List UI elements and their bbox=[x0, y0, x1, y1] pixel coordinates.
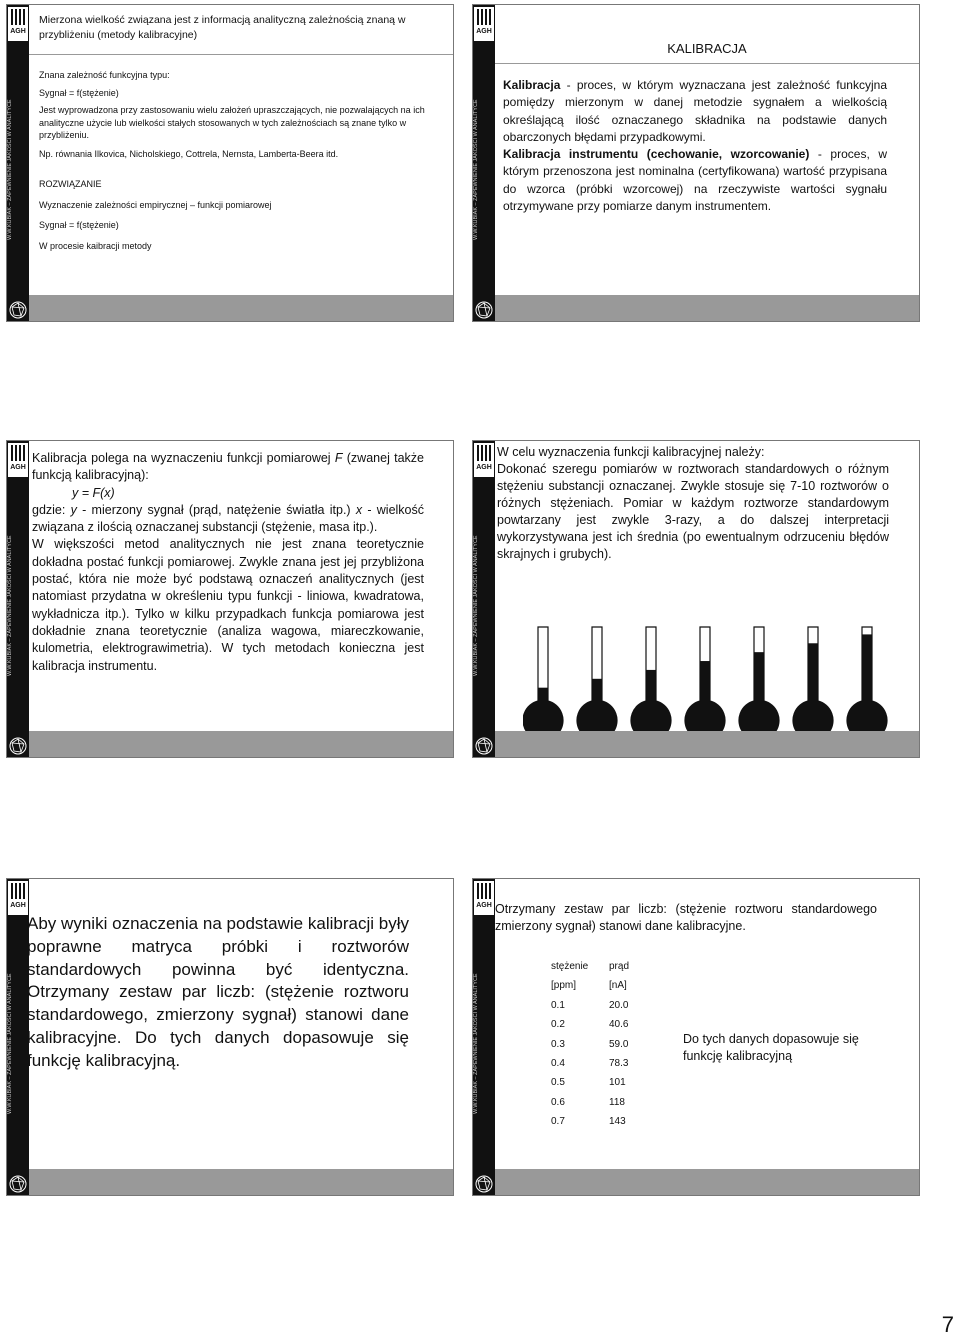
text-paragraph: Aby wyniki oznaczenia na podstawie kalibracji były poprawne matryca próbki i roztworów standardowych powinna być identyczna. Otrzymany zestaw par liczb: (stężenie roztworu standardowego, zmierzony sygnał) stanowi dane kalibracyjne. Do tych danych dopasowuje się funkcję kalibracyjną. bbox=[27, 914, 409, 1070]
text-paragraph: Dokonać szeregu pomiarów w roztworach standardowych o różnym stężeniu substancji oznaczanej. Zwykle stosuje się 7-10 roztworów o różnych stężeniach. Pomiar w każdym roztworze standardowym powtarzany jest zwykle 3-razy, a do dalszej interpretacji wykorzystywana jest ich średnia (po ewentualnym odrzuceniu błędów skrajnych i grubych). bbox=[497, 462, 889, 561]
slide-1 bbox=[6, 4, 454, 322]
slide-body bbox=[39, 69, 439, 252]
table-cell: 0.3 bbox=[551, 1038, 565, 1050]
slide-footer-bar bbox=[29, 295, 453, 321]
text-line: Wyznaczenie zależności empirycznej – funkcji pomiarowej bbox=[39, 199, 272, 210]
slide-2 bbox=[472, 4, 920, 322]
text-paragraph: Jest wyprowadzona przy zastosowaniu wielu założeń upraszczających, nie pozwalających na ich analityczne użycie lub wielkości stałych stosowanych w tych zależnościach są znane tylko w przybliżeniu. bbox=[39, 105, 425, 140]
slide-sidebar bbox=[7, 5, 29, 321]
table-header-row bbox=[551, 961, 629, 980]
slide-body bbox=[503, 77, 887, 215]
table-row bbox=[551, 1058, 629, 1077]
table-row bbox=[551, 1039, 629, 1058]
text-line: W celu wyznaczenia funkcji kalibracyjnej należy: bbox=[497, 445, 765, 459]
slide-footer-bar bbox=[29, 1169, 453, 1195]
table-cell: 0.2 bbox=[551, 1019, 565, 1031]
table-cell: 59.0 bbox=[609, 1038, 629, 1050]
slide-4 bbox=[472, 440, 920, 758]
table-unit-row bbox=[551, 980, 629, 999]
slide-footer-bar bbox=[495, 295, 919, 321]
column-unit: [ppm] bbox=[551, 980, 577, 992]
slide-sidebar bbox=[473, 5, 495, 321]
table-row bbox=[551, 1019, 629, 1038]
table-cell: 20.0 bbox=[609, 999, 629, 1011]
slide-body bbox=[32, 450, 424, 675]
slide-title: KALIBRACJA bbox=[667, 41, 747, 56]
sidebar-label: W.W.KUBIAK – ZAPEWNIENIE JAKOŚCI W ANALITYCE bbox=[473, 973, 479, 1115]
agh-logo: AGH bbox=[474, 443, 494, 477]
table-row bbox=[551, 1077, 629, 1096]
table-cell: 0.7 bbox=[551, 1116, 565, 1128]
slide-6 bbox=[472, 878, 920, 1196]
table-row bbox=[551, 1000, 629, 1019]
column-header: stężenie bbox=[551, 961, 589, 972]
text-line: ROZWIĄZANIE bbox=[39, 179, 102, 189]
slide-sidebar bbox=[7, 879, 29, 1195]
agh-logo: AGH bbox=[474, 881, 494, 915]
slide-sidebar bbox=[473, 879, 495, 1195]
sidebar-label: W.W.KUBIAK – ZAPEWNIENIE JAKOŚCI W ANALITYCE bbox=[7, 99, 13, 241]
text-paragraph: Otrzymany zestaw par liczb: (stężenie roztworu standardowego zmierzony sygnał) stanowi dane kalibracyjne. bbox=[495, 902, 877, 933]
network-logo-icon bbox=[473, 1173, 495, 1195]
network-logo-icon bbox=[7, 299, 29, 321]
table-cell: 0.5 bbox=[551, 1077, 565, 1089]
text-line: Sygnał = f(stężenie) bbox=[39, 220, 119, 230]
slide-footer-bar bbox=[495, 1169, 919, 1195]
text-paragraph: Kalibracja instrumentu (cechowanie, wzorcowanie) - proces, w którym przenoszona jest nominalna (certyfikowana) wartość przypisana do wzorca (próbki wzorcowej) na rzeczywiste wartości sygnału otrzymywane przy pomiarze danym instrumentem. bbox=[503, 147, 887, 214]
sidebar-label: W.W.KUBIAK – ZAPEWNIENIE JAKOŚCI W ANALITYCE bbox=[7, 973, 13, 1115]
table-cell: 40.6 bbox=[609, 1019, 629, 1031]
calibration-table bbox=[551, 961, 629, 1136]
slide-3 bbox=[6, 440, 454, 758]
network-logo-icon bbox=[473, 299, 495, 321]
sidebar-label: W.W.KUBIAK – ZAPEWNIENIE JAKOŚCI W ANALITYCE bbox=[473, 535, 479, 677]
slide-body bbox=[27, 913, 409, 1073]
column-unit: [nA] bbox=[609, 980, 627, 992]
text-paragraph: Kalibracja polega na wyznaczeniu funkcji pomiarowej F (zwanej także funkcją kalibracyjną): bbox=[32, 451, 424, 483]
sidebar-label: W.W.KUBIAK – ZAPEWNIENIE JAKOŚCI W ANALITYCE bbox=[7, 535, 13, 677]
page-number: 7 bbox=[941, 1312, 954, 1337]
table-cell: 143 bbox=[609, 1116, 626, 1128]
slide-footer-bar bbox=[495, 731, 919, 757]
network-logo-icon bbox=[7, 1173, 29, 1195]
slide-footer-bar bbox=[29, 731, 453, 757]
column-header: prąd bbox=[609, 961, 630, 972]
text-paragraph: gdzie: y - mierzony sygnał (prąd, natężenie światła itp.) x - wielkość związana z ilością oznaczanej substancji (stężenie, masa itp.). bbox=[32, 502, 425, 535]
agh-logo: AGH bbox=[8, 881, 28, 915]
table-cell: 101 bbox=[609, 1077, 626, 1089]
side-note: Do tych danych dopasowuje się funkcję kalibracyjną bbox=[683, 1032, 859, 1063]
slide-title: Mierzona wielkość związana jest z informacją analityczną zależnością znaną w przybliżeniu (metody kalibracyjne) bbox=[39, 14, 406, 41]
table-cell: 118 bbox=[609, 1096, 625, 1108]
table-cell: 0.1 bbox=[551, 999, 565, 1011]
formula: y = F(x) bbox=[72, 485, 115, 500]
text-paragraph: Kalibracja - proces, w którym wyznaczana jest zależność funkcyjna pomiędzy mierzonym w danej metodzie sygnałem a wielkością określającą ilość oznaczanego składnika na podstawie danych obarczonych błędami przypadkowymi. bbox=[503, 78, 887, 144]
slide-body bbox=[495, 901, 877, 935]
text-paragraph: W większości metod analitycznych nie jest znana teoretycznie dokładna postać funkcji pomiarowej. Zwykle znana jest jej przybliżona postać, która nie może być podstawą oznaczeń analitycznych (jest natomiast przydatna w określeniu typu funkcji - liniowa, kwadratowa, wykładnicza itp.). Tylko w kilku przypadkach funkcja pomiarowa jest dokładnie znana teoretycznie (analiza wagowa, miareczkowanie, kulometria, elektrograwimetria). W tych metodach konieczna jest kalibracja instrumentu. bbox=[32, 537, 424, 673]
table-row bbox=[551, 1116, 629, 1135]
agh-logo: AGH bbox=[8, 443, 28, 477]
agh-logo: AGH bbox=[474, 7, 494, 41]
table-cell: 0.4 bbox=[551, 1057, 565, 1069]
table-row bbox=[551, 1097, 629, 1116]
sidebar-label: W.W.KUBIAK – ZAPEWNIENIE JAKOŚCI W ANALITYCE bbox=[473, 99, 479, 241]
table-cell: 78.3 bbox=[609, 1057, 629, 1069]
agh-logo: AGH bbox=[8, 7, 28, 41]
slide-body bbox=[497, 444, 889, 563]
text-line: Znana zależność funkcyjna typu: bbox=[39, 70, 170, 80]
network-logo-icon bbox=[473, 735, 495, 757]
slide-5 bbox=[6, 878, 454, 1196]
text-line: W procesie kaibracji metody bbox=[39, 240, 152, 251]
text-line: Sygnał = f(stężenie) bbox=[39, 87, 119, 98]
text-line: Np. równania Ilkovica, Nicholskiego, Cottrela, Nernsta, Lamberta-Beera itd. bbox=[39, 148, 339, 159]
table-cell: 0.6 bbox=[551, 1096, 565, 1108]
network-logo-icon bbox=[7, 735, 29, 757]
slide-sidebar bbox=[7, 441, 29, 757]
slide-sidebar bbox=[473, 441, 495, 757]
